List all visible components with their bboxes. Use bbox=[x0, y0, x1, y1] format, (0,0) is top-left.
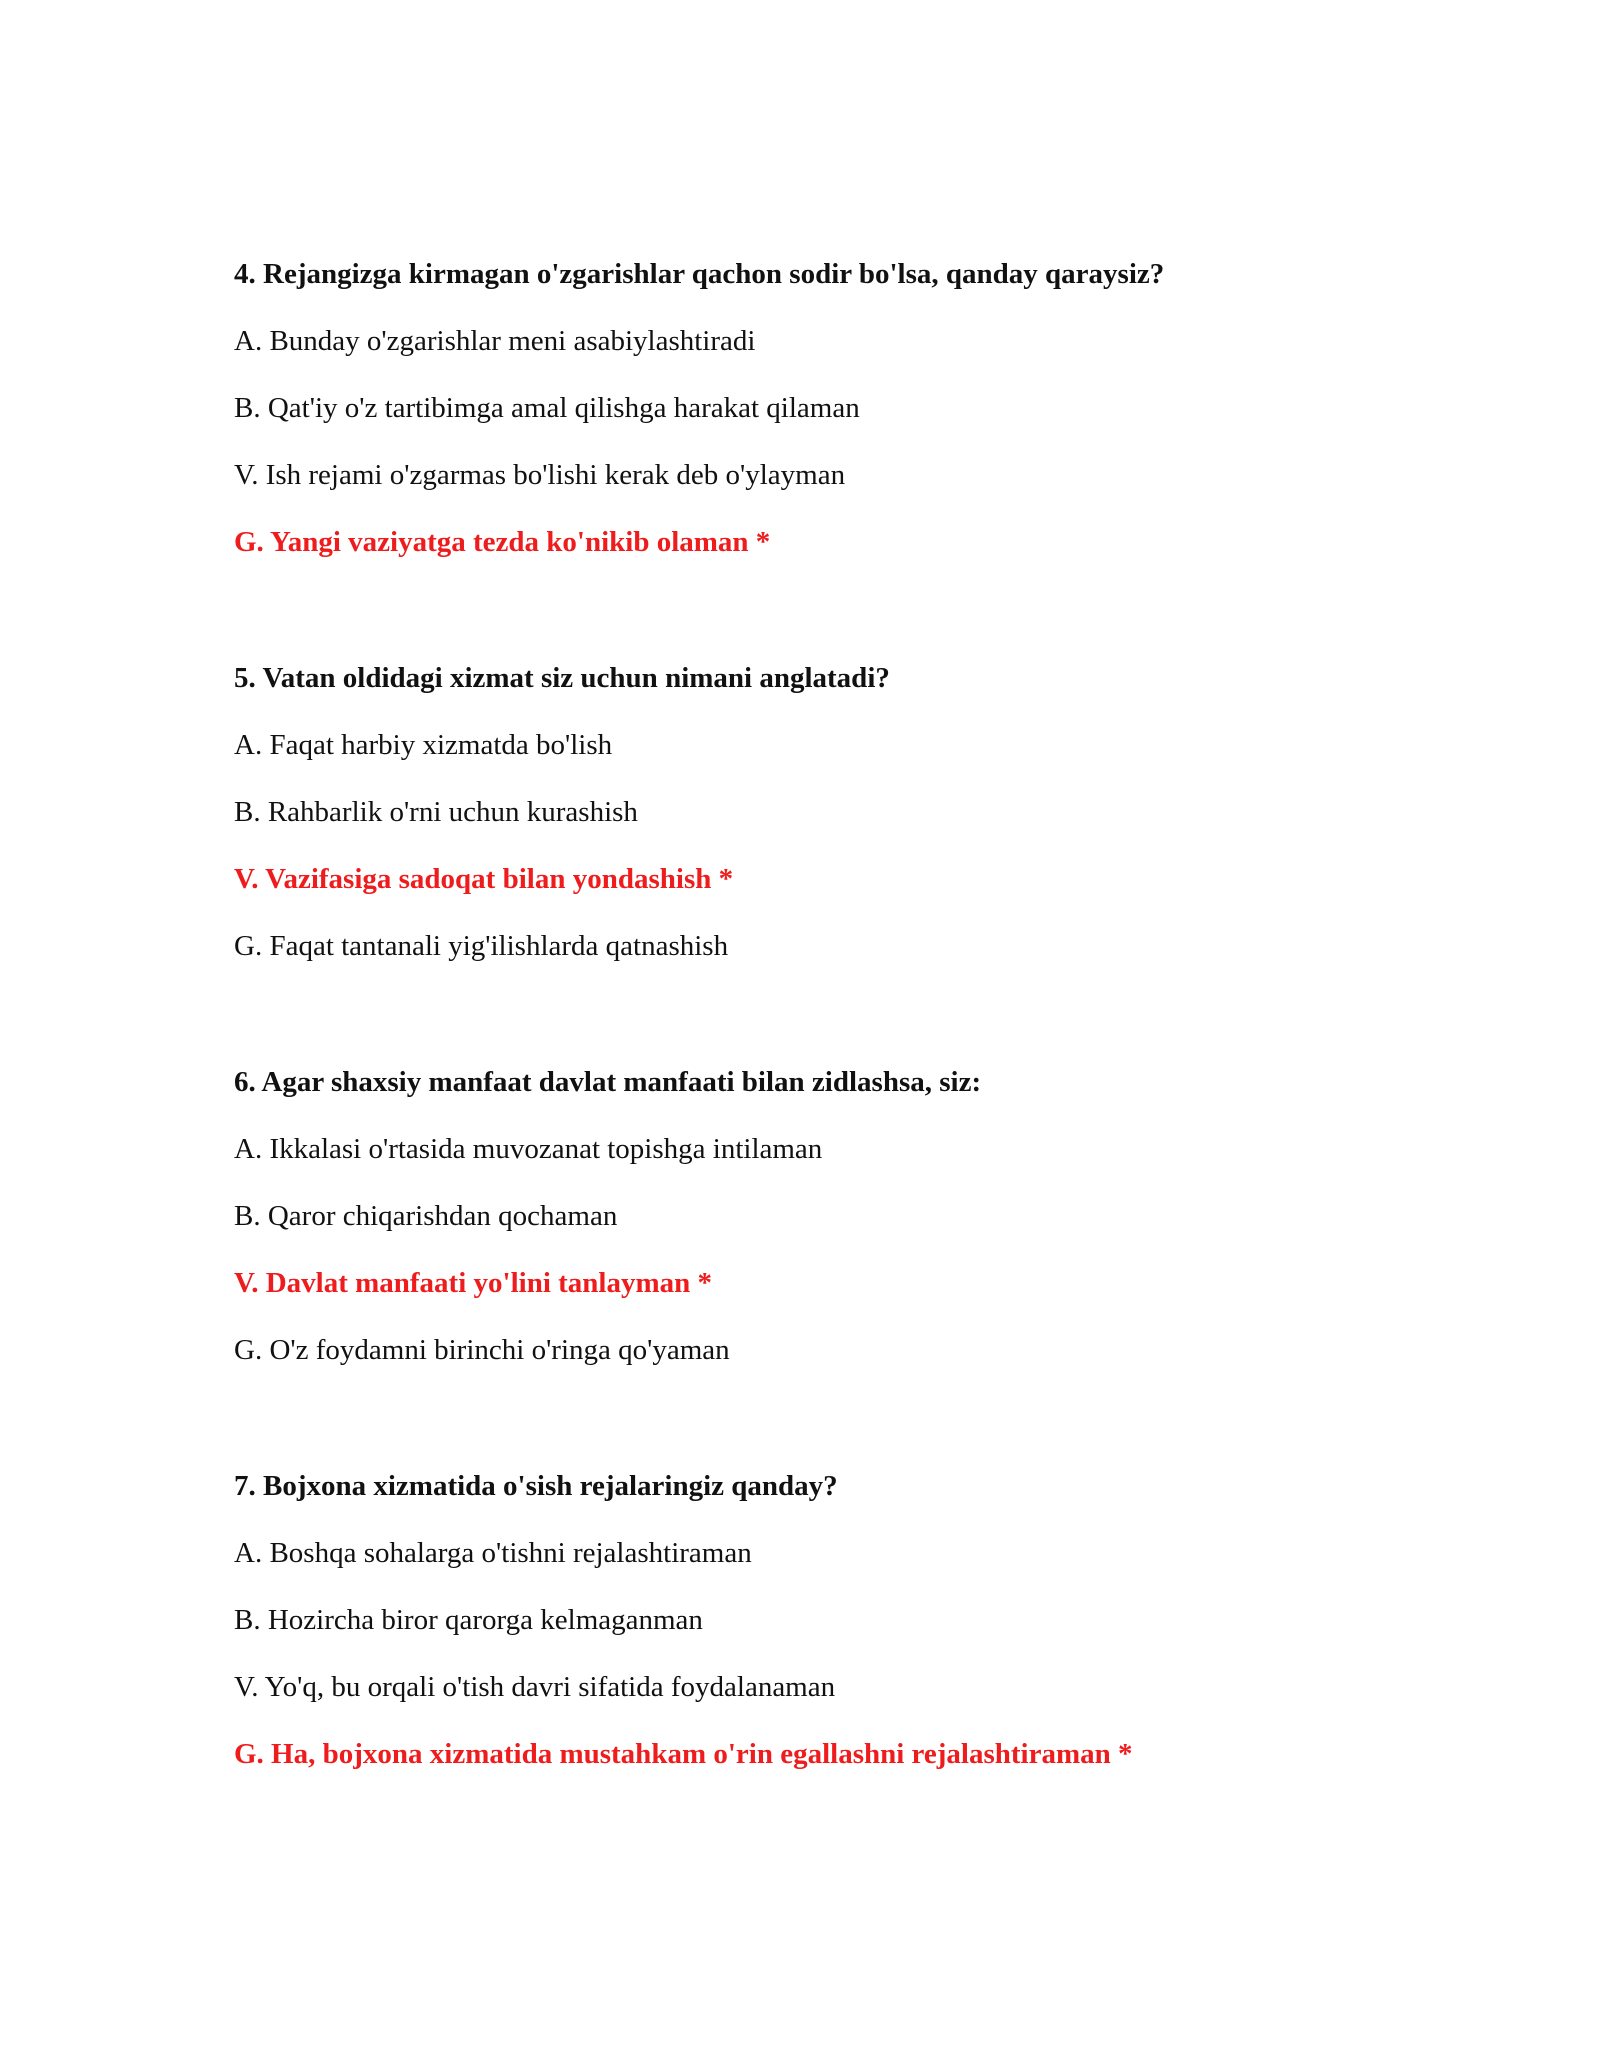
answer-options bbox=[234, 324, 1434, 559]
answer-option-v: V. Yo'q, bu orqali o'tish davri sifatida foydalanaman bbox=[234, 1671, 836, 1703]
answer-option-v: V. Ish rejami o'zgarmas bo'lishi kerak deb o'ylayman bbox=[234, 459, 846, 491]
answer-option-g: G. Yangi vaziyatga tezda ko'nikib olaman * bbox=[234, 526, 771, 558]
answer-option-b: B. Rahbarlik o'rni uchun kurashish bbox=[234, 796, 638, 828]
answer-option-v: V. Davlat manfaati yo'lini tanlayman * bbox=[234, 1267, 713, 1299]
answer-options bbox=[234, 1132, 1434, 1367]
question-title: 6. Agar shaxsiy manfaat davlat manfaati bilan zidlashsa, siz: bbox=[234, 1066, 982, 1098]
answer-option-g: G. O'z foydamni birinchi o'ringa qo'yaman bbox=[234, 1334, 730, 1366]
answer-option-b: B. Hozircha biror qarorga kelmaganman bbox=[234, 1604, 703, 1636]
answer-option-b: B. Qat'iy o'z tartibimga amal qilishga harakat qilaman bbox=[234, 392, 860, 424]
answer-option-a: A. Boshqa sohalarga o'tishni rejalashtiraman bbox=[234, 1537, 752, 1569]
question-6 bbox=[234, 1065, 1434, 1367]
answer-option-v: V. Vazifasiga sadoqat bilan yondashish * bbox=[234, 863, 734, 895]
question-title: 7. Bojxona xizmatida o'sish rejalaringiz qanday? bbox=[234, 1470, 838, 1502]
answer-option-a: A. Bunday o'zgarishlar meni asabiylashtiradi bbox=[234, 325, 756, 357]
answer-options bbox=[234, 1536, 1434, 1771]
question-title: 4. Rejangizga kirmagan o'zgarishlar qachon sodir bo'lsa, qanday qaraysiz? bbox=[234, 258, 1165, 290]
answer-option-a: A. Ikkalasi o'rtasida muvozanat topishga intilaman bbox=[234, 1133, 823, 1165]
answer-option-g: G. Ha, bojxona xizmatida mustahkam o'rin egallashni rejalashtiraman * bbox=[234, 1738, 1133, 1770]
answer-option-g: G. Faqat tantanali yig'ilishlarda qatnashish bbox=[234, 930, 729, 962]
question-4 bbox=[234, 257, 1434, 559]
answer-option-b: B. Qaror chiqarishdan qochaman bbox=[234, 1200, 618, 1232]
question-7 bbox=[234, 1469, 1434, 1771]
question-title: 5. Vatan oldidagi xizmat siz uchun nimani anglatadi? bbox=[234, 662, 890, 694]
answer-option-a: A. Faqat harbiy xizmatda bo'lish bbox=[234, 729, 613, 761]
answer-options bbox=[234, 728, 1434, 963]
question-5 bbox=[234, 661, 1434, 963]
